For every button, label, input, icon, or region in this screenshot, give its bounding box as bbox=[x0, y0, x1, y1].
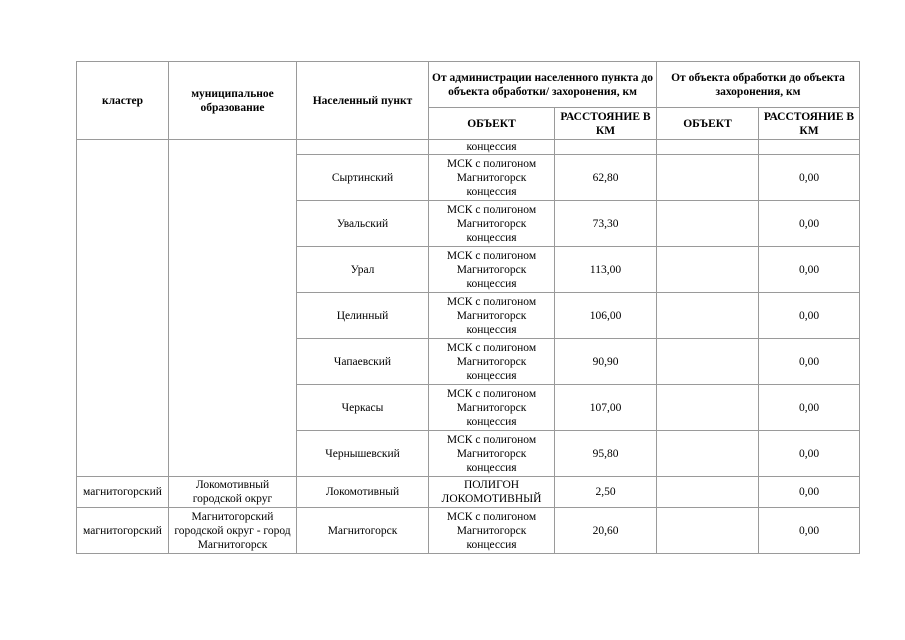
distance2-cell: 0,00 bbox=[759, 508, 860, 554]
table-row bbox=[77, 477, 860, 508]
object2-cell bbox=[657, 477, 759, 508]
distance2-cell: 0,00 bbox=[759, 431, 860, 477]
cluster-cell: магнитогорский bbox=[77, 508, 169, 554]
distance2-cell: 0,00 bbox=[759, 247, 860, 293]
header-cluster: кластер bbox=[77, 62, 169, 140]
distance2-cell: 0,00 bbox=[759, 385, 860, 431]
distance-cell: 113,00 bbox=[555, 247, 657, 293]
object-cell: МСК с полигоном Магнитогорск концессия bbox=[429, 155, 555, 201]
header-object2: ОБЪЕКТ bbox=[657, 108, 759, 140]
settlement-cell: Увальский bbox=[297, 201, 429, 247]
header-distance: РАССТОЯНИЕ В КМ bbox=[555, 108, 657, 140]
distance2-cell: 0,00 bbox=[759, 293, 860, 339]
header-group-admin: От администрации населенного пункта до объекта обработки/ захоронения, км bbox=[429, 62, 657, 108]
distance-table bbox=[76, 61, 860, 554]
distance-cell: 62,80 bbox=[555, 155, 657, 201]
distance-cell: 106,00 bbox=[555, 293, 657, 339]
municipal-cell: Магнитогорский городской округ - город Магнитогорск bbox=[169, 508, 297, 554]
object-cell: МСК с полигоном Магнитогорск концессия bbox=[429, 431, 555, 477]
object2-cell bbox=[657, 201, 759, 247]
settlement-cell: Черкасы bbox=[297, 385, 429, 431]
object2-cell bbox=[657, 339, 759, 385]
municipal-cell: Локомотивный городской округ bbox=[169, 477, 297, 508]
header-municipal: муниципальное образование bbox=[169, 62, 297, 140]
settlement-cell: Чапаевский bbox=[297, 339, 429, 385]
settlement-cell bbox=[297, 140, 429, 155]
object2-cell bbox=[657, 431, 759, 477]
object-cell: МСК с полигоном Магнитогорск концессия bbox=[429, 385, 555, 431]
object-cell: МСК с полигоном Магнитогорск концессия bbox=[429, 293, 555, 339]
table-row bbox=[77, 508, 860, 554]
distance2-cell: 0,00 bbox=[759, 155, 860, 201]
settlement-cell: Магнитогорск bbox=[297, 508, 429, 554]
object-cell: МСК с полигоном Магнитогорск концессия bbox=[429, 508, 555, 554]
header-distance2: РАССТОЯНИЕ В КМ bbox=[759, 108, 860, 140]
object-cell: концессия bbox=[429, 140, 555, 155]
municipal-cell-merged bbox=[169, 140, 297, 477]
distance-cell: 20,60 bbox=[555, 508, 657, 554]
table-row-continuation bbox=[77, 140, 860, 155]
settlement-cell: Целинный bbox=[297, 293, 429, 339]
distance2-cell: 0,00 bbox=[759, 201, 860, 247]
header-object: ОБЪЕКТ bbox=[429, 108, 555, 140]
settlement-cell: Сыртинский bbox=[297, 155, 429, 201]
object-cell: ПОЛИГОН ЛОКОМОТИВНЫЙ bbox=[429, 477, 555, 508]
settlement-cell: Чернышевский bbox=[297, 431, 429, 477]
distance-cell: 107,00 bbox=[555, 385, 657, 431]
distance-cell bbox=[555, 140, 657, 155]
object-cell: МСК с полигоном Магнитогорск концессия bbox=[429, 247, 555, 293]
cluster-cell: магнитогорский bbox=[77, 477, 169, 508]
settlement-cell: Локомотивный bbox=[297, 477, 429, 508]
object2-cell bbox=[657, 155, 759, 201]
distance2-cell: 0,00 bbox=[759, 339, 860, 385]
distance-cell: 2,50 bbox=[555, 477, 657, 508]
object-cell: МСК с полигоном Магнитогорск концессия bbox=[429, 201, 555, 247]
object2-cell bbox=[657, 385, 759, 431]
distance-cell: 73,30 bbox=[555, 201, 657, 247]
object-cell: МСК с полигоном Магнитогорск концессия bbox=[429, 339, 555, 385]
object2-cell bbox=[657, 508, 759, 554]
object2-cell bbox=[657, 247, 759, 293]
distance-cell: 90,90 bbox=[555, 339, 657, 385]
settlement-cell: Урал bbox=[297, 247, 429, 293]
object2-cell bbox=[657, 293, 759, 339]
header-group-processing: От объекта обработки до объекта захоронения, км bbox=[657, 62, 860, 108]
object2-cell bbox=[657, 140, 759, 155]
header-settlement: Населенный пункт bbox=[297, 62, 429, 140]
distance2-cell: 0,00 bbox=[759, 477, 860, 508]
distance2-cell bbox=[759, 140, 860, 155]
distance-cell: 95,80 bbox=[555, 431, 657, 477]
cluster-cell-merged bbox=[77, 140, 169, 477]
